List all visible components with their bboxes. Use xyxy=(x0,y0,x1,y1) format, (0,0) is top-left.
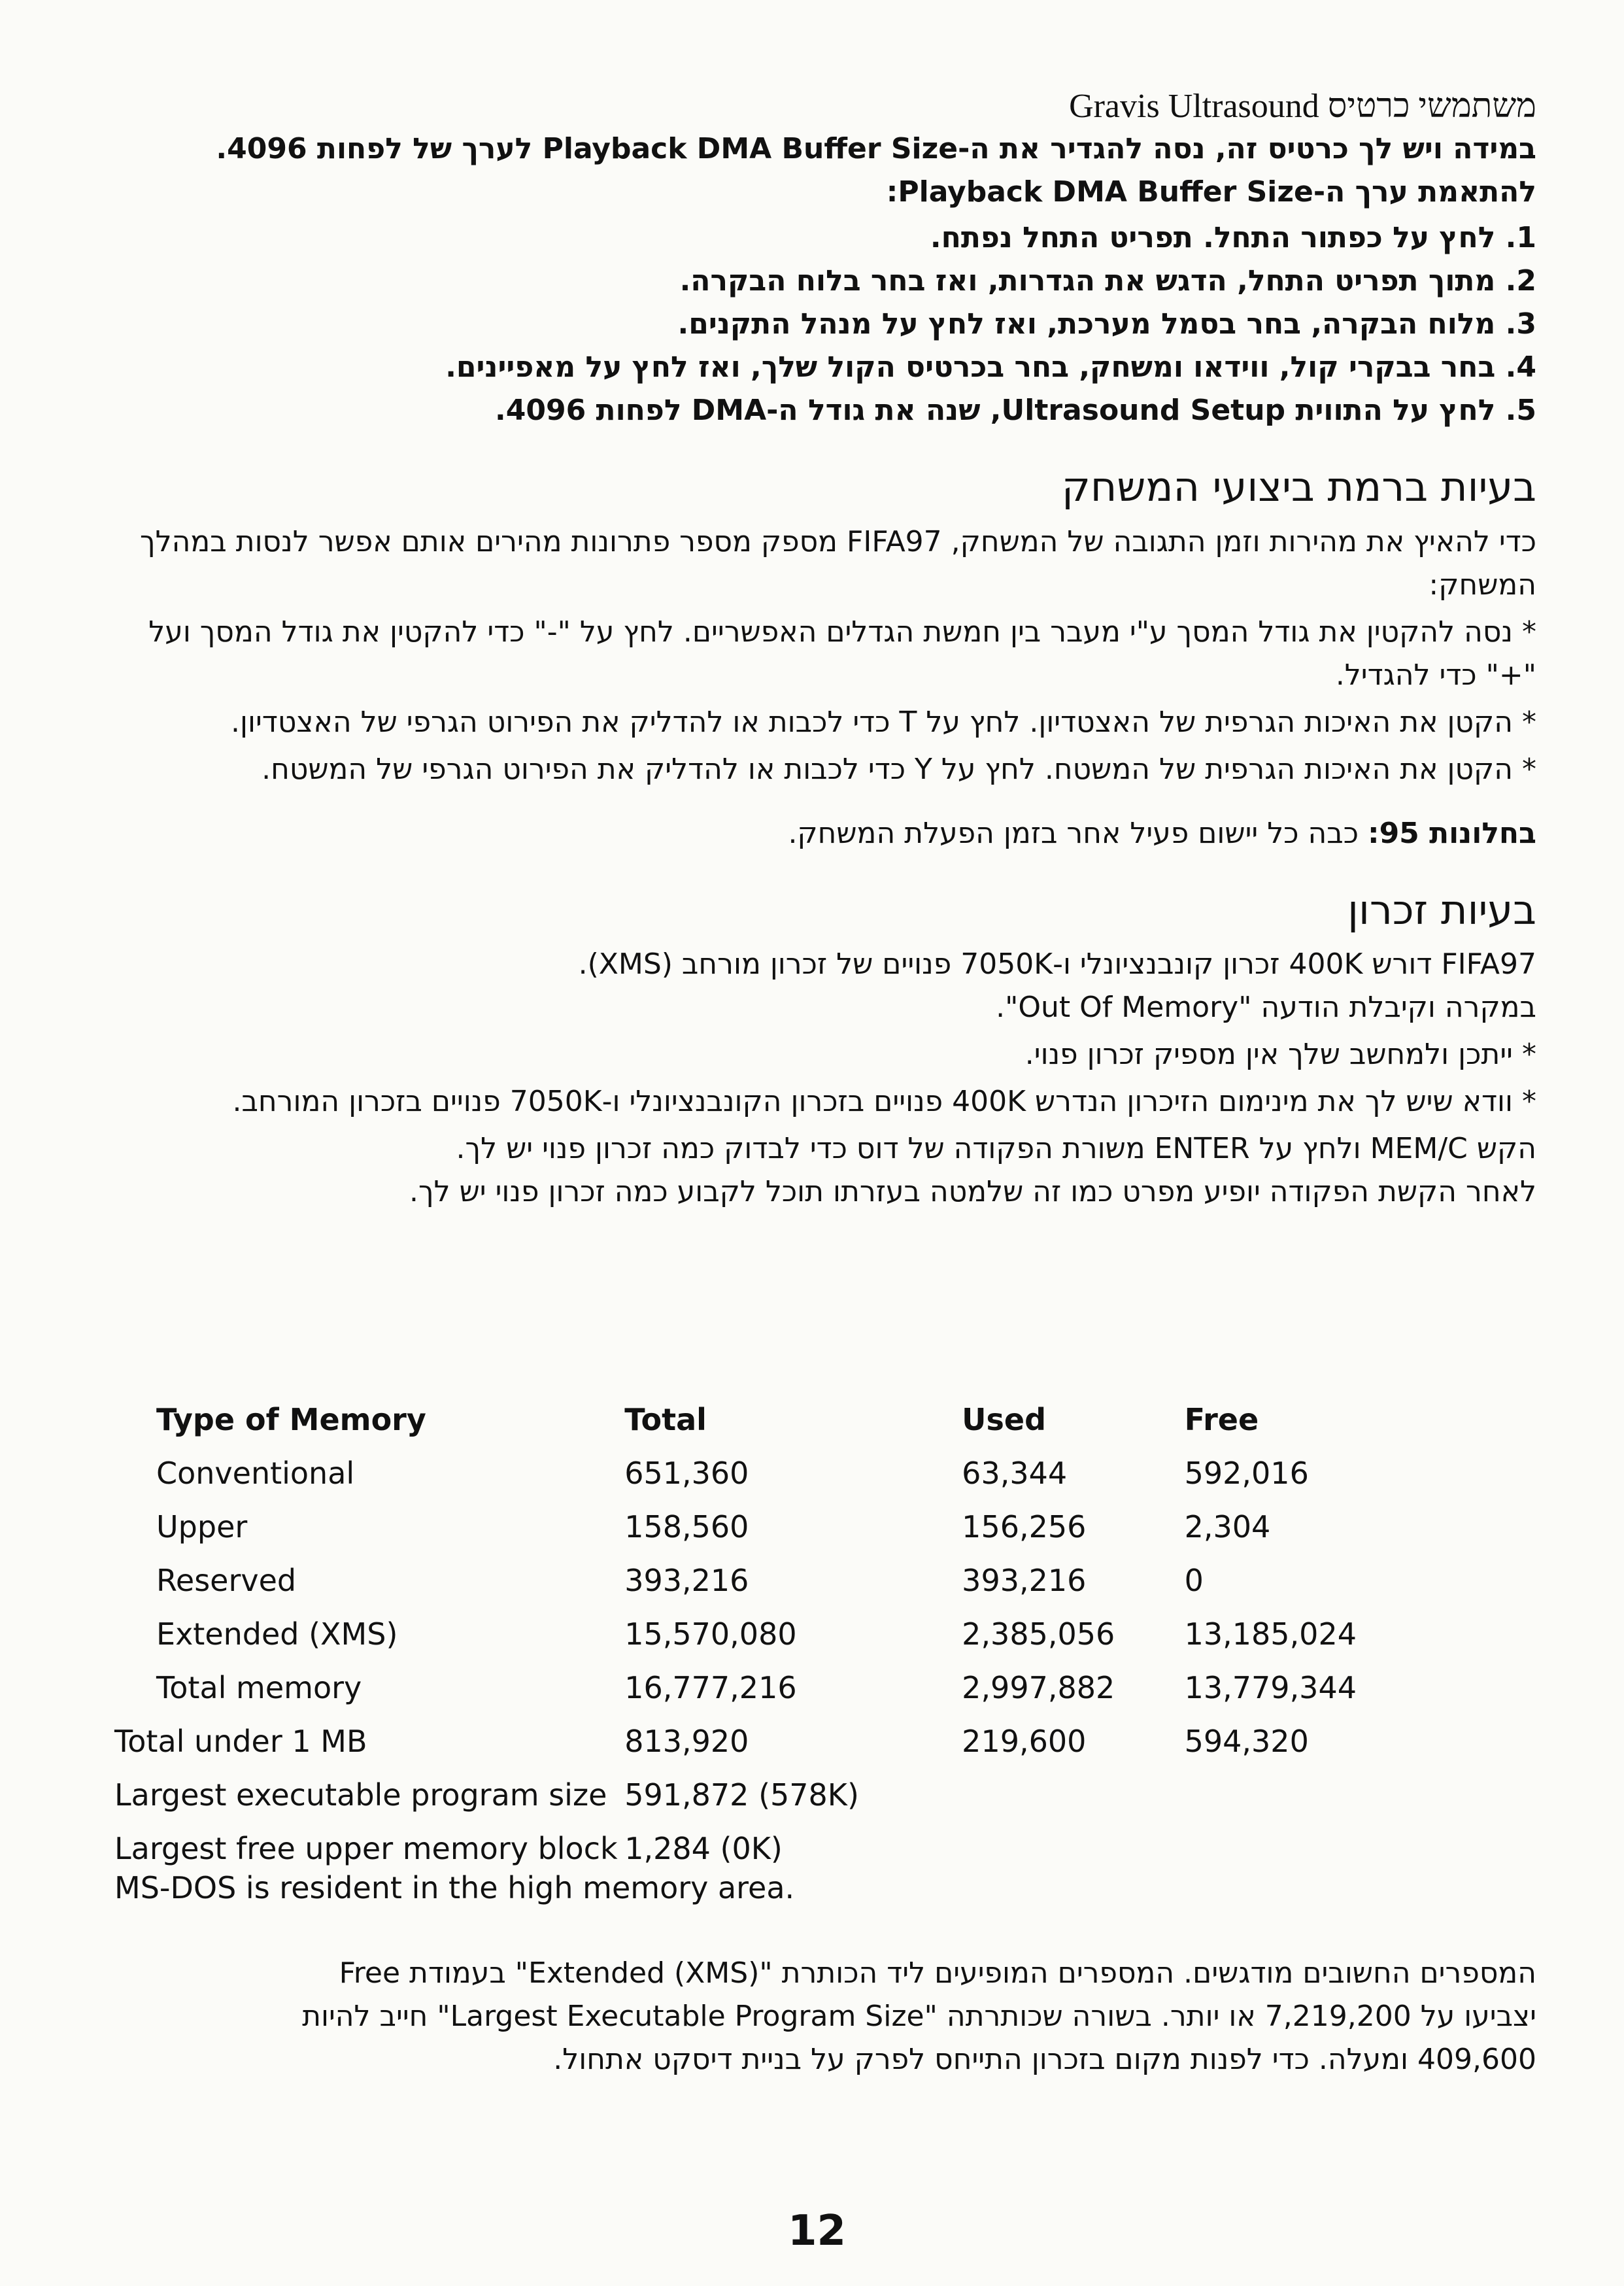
row-used: 2,385,056 xyxy=(962,1616,1115,1652)
win95-label: בחלונות 95: xyxy=(1367,816,1536,850)
table-row xyxy=(114,1607,1357,1661)
table-header-row xyxy=(114,1393,1357,1446)
memory-requirement: FIFA97 דורש 400K זכרון קונבנציונלי ו-7050K פנויים של זכרון מורחב (XMS). xyxy=(578,947,1536,981)
memory-report-table xyxy=(114,1393,1357,1875)
row-free-highlighted: 13,185,024 xyxy=(1184,1616,1357,1652)
out-of-memory-note: במקרה וקיבלת הודעה "Out Of Memory". xyxy=(996,991,1536,1025)
header-used: Used xyxy=(962,1402,1047,1437)
gravis-adjust: להתאמת ערך ה-Playback DMA Buffer Size: xyxy=(886,175,1536,209)
table-row-largest-executable xyxy=(114,1768,1357,1822)
win95-note xyxy=(98,812,1536,855)
table-row-largest-upper-block xyxy=(114,1822,1357,1875)
row-type: Reserved xyxy=(156,1563,297,1598)
row-total: 158,560 xyxy=(624,1509,749,1544)
msdos-resident-note: MS-DOS is resident in the high memory area. xyxy=(114,1870,795,1905)
row-used: 63,344 xyxy=(962,1456,1068,1491)
mem-command-instruction: הקש MEM/C ולחץ על ENTER משורת הפקודה של דוס כדי לבדוק כמה זכרון פנוי יש לך. xyxy=(456,1132,1536,1166)
footer-note-line: המספרים החשובים מודגשים. המספרים המופיעים ליד הכותרת "Extended (XMS)" בעמודת Free xyxy=(339,1956,1536,1990)
row-used: 2,997,882 xyxy=(962,1670,1115,1705)
win95-text: כבה כל יישום פעיל אחר בזמן הפעלת המשחק. xyxy=(788,816,1368,850)
row-value: 1,284 (0K) xyxy=(624,1831,783,1866)
mem-after-instruction: לאחר הקשת הפקודה יופיע מפרט כמו זה שלמטה בעזרתו תוכל לקבוע כמה זכרון פנוי יש לך. xyxy=(409,1175,1536,1209)
footer-note-line: יצביעו על 7,219,200 או יותר. בשורה שכותרתה "Largest Executable Program Size" חייב להיות xyxy=(302,2000,1536,2033)
manual-page xyxy=(98,85,1536,1214)
row-total: 651,360 xyxy=(624,1456,749,1491)
gravis-step: 4. בחר בבקרי קול, ווידאו ומשחק, בחר בכרטיס הקול שלך, ואז לחץ על מאפיינים. xyxy=(445,350,1536,384)
row-free: 13,779,344 xyxy=(1184,1670,1357,1705)
table-row xyxy=(114,1500,1357,1554)
row-free: 594,320 xyxy=(1184,1724,1309,1759)
performance-bullet: * הקטן את האיכות הגרפית של האצטדיון. לחץ על T כדי לכבות או להדליק את הפירוט הגרפי של האצטדיון. xyxy=(231,705,1536,739)
row-used: 156,256 xyxy=(962,1509,1087,1544)
header-free: Free xyxy=(1184,1402,1259,1437)
memory-bullet: * וודא שיש לך את מינימום הזיכרון הנדרש 400K פנויים בזכרון הקונבנציונלי ו-7050K פנויים בזכרון המורחב. xyxy=(232,1085,1536,1119)
performance-bullet: * הקטן את האיכות הגרפית של המשטח. לחץ על Y כדי לכבות או להדליק את הפירוט הגרפי של המשטח. xyxy=(262,752,1536,786)
performance-heading: בעיות ברמת ביצועי המשחק xyxy=(1061,463,1536,511)
table-row xyxy=(114,1661,1357,1714)
table-row-total-under-1mb xyxy=(114,1714,1357,1768)
performance-bullet: * נסה להקטין את גודל המסך ע"י מעבר בין חמשת הגדלים האפשריים. לחץ על "-" כדי להקטין את גודל המסך ועל "+" כדי להגדיל. xyxy=(148,615,1536,692)
gravis-step: 1. לחץ על כפתור התחל. תפריט התחל נפתח. xyxy=(930,221,1536,254)
gravis-step: 2. מתוך תפריט התחל, הדגש את הגדרות, ואז בחר בלוח הבקרה. xyxy=(679,264,1536,298)
gravis-steps xyxy=(98,216,1536,432)
gravis-step: 3. מלוח הבקרה, בחר בסמל מערכת, ואז לחץ על מנהל התקנים. xyxy=(677,307,1536,341)
footer-note xyxy=(98,1952,1536,2081)
row-type: Total under 1 MB xyxy=(114,1724,367,1759)
row-total: 16,777,216 xyxy=(624,1670,797,1705)
row-total: 393,216 xyxy=(624,1563,749,1598)
page-number: 12 xyxy=(788,2207,847,2255)
row-type: Upper xyxy=(156,1509,248,1544)
row-type: Extended (XMS) xyxy=(156,1616,398,1652)
row-type: Conventional xyxy=(156,1456,355,1491)
table-row xyxy=(114,1554,1357,1607)
gravis-heading: משתמשי כרטיס Gravis Ultrasound xyxy=(1069,88,1536,125)
row-label: Largest free upper memory block xyxy=(114,1831,618,1866)
row-used: 393,216 xyxy=(962,1563,1087,1598)
row-label: Largest executable program size xyxy=(114,1777,607,1813)
row-type: Total memory xyxy=(156,1670,362,1705)
header-type: Type of Memory xyxy=(156,1402,426,1437)
row-total: 813,920 xyxy=(624,1724,749,1759)
row-value-highlighted: 591,872 (578K) xyxy=(624,1777,859,1813)
row-total: 15,570,080 xyxy=(624,1616,797,1652)
table-row xyxy=(114,1446,1357,1500)
footer-note-line: 409,600 ומעלה. כדי לפנות מקום בזכרון התייחס לפרק על בניית דיסקט אתחול. xyxy=(553,2043,1536,2076)
memory-heading: בעיות זכרון xyxy=(1347,885,1536,934)
row-used: 219,600 xyxy=(962,1724,1087,1759)
gravis-step: 5. לחץ על התווית Ultrasound Setup, שנה את גודל ה-DMA לפחות 4096. xyxy=(495,394,1536,427)
row-free: 592,016 xyxy=(1184,1456,1309,1491)
row-free: 2,304 xyxy=(1184,1509,1271,1544)
memory-bullet: * ייתכן ולמחשב שלך אין מספיק זכרון פנוי. xyxy=(1024,1038,1536,1072)
gravis-intro: במידה ויש לך כרטיס זה, נסה להגדיר את ה-Playback DMA Buffer Size לערך של לפחות 4096. xyxy=(216,132,1536,165)
header-total: Total xyxy=(624,1402,707,1437)
performance-intro: כדי להאיץ את מהירות וזמן התגובה של המשחק, FIFA97 מספק מספר פתרונות מהירים אותם אפשר לנסות במהלך המשחק: xyxy=(139,524,1536,602)
row-free: 0 xyxy=(1184,1563,1204,1598)
